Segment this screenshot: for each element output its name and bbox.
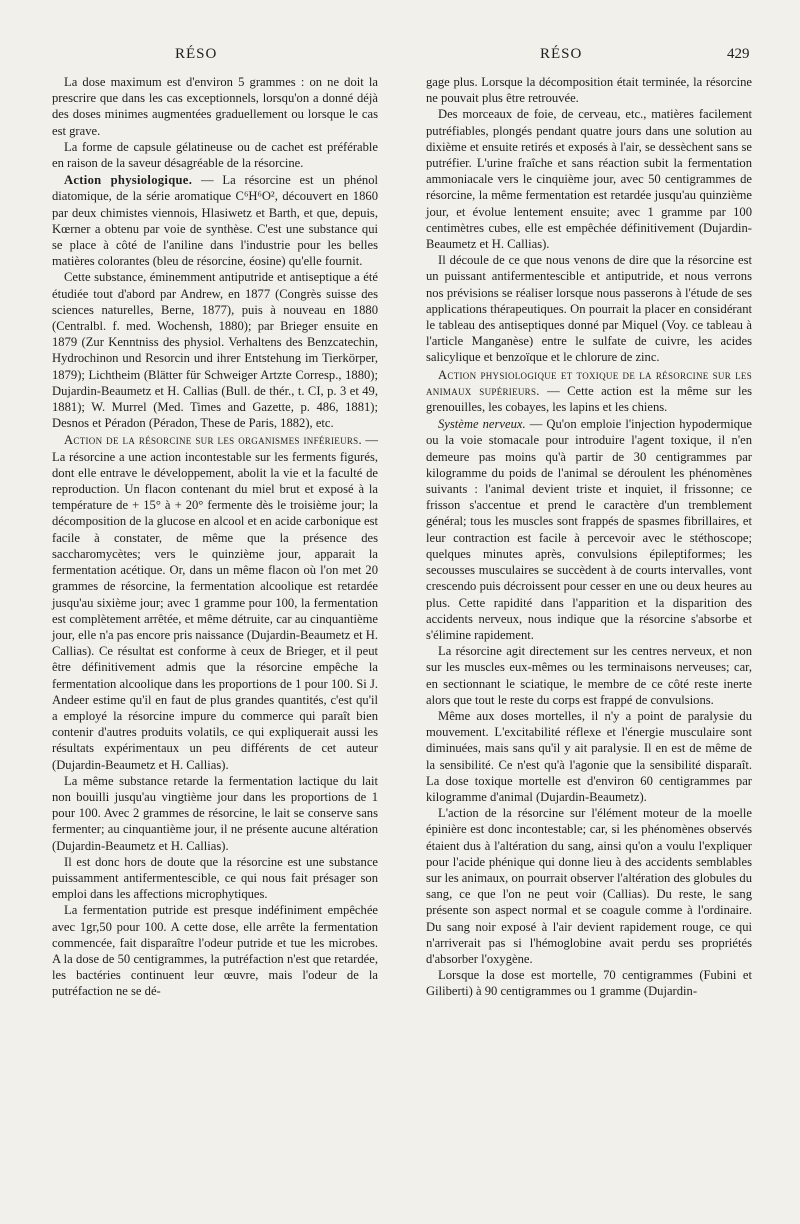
left-column xyxy=(52,74,378,1000)
paragraph: La forme de capsule gélatineuse ou de cachet est préférable en raison de la saveur désagréable de la résorcine. xyxy=(52,139,378,171)
paragraph: L'action de la résorcine sur l'élément moteur de la moelle épinière est donc incontestable; car, si les phénomènes observés étaient dus à l'altération du sang, ainsi qu'on a voulu l'expliquer pour l'acide phénique qui donne lieu à des accidents semblables sur les animaux, on pourrait observer l'altération des globules du sang, ce que l'on ne peut voir (Callias). Du reste, le sang présente son aspect normal et se coagule comme à l'ordinaire. Du sang noir exposé à l'air devient rapidement rouge, ce qui n'arriverait pas si l'hémoglobine avait perdu ses propriétés d'absorber l'oxygène. xyxy=(426,806,752,966)
right-column xyxy=(426,74,752,1000)
section-heading: Action physiologique. xyxy=(64,173,193,188)
left-running-head: RÉSO xyxy=(175,46,218,62)
paragraph: La résorcine agit directement sur les centres nerveux, et non sur les muscles eux-mêmes ou les terminaisons nerveuses; car, en sectionnant le sciatique, le membre de ce côté reste inerte alors que tout le reste du corps est frappé de convulsions. xyxy=(426,644,752,707)
paragraph: Il découle de ce que nous venons de dire que la résorcine est un puissant antifermentescible et antiputride, et nous verrons nos prévisions se réaliser lorsque nous passerons à l'étude de ses applications thérapeutiques. On pourrait la placer en considérant le tableau des antiseptiques donné par Miquel (Voy. ce tableau à l'article Manganèse) entre le sulfate de cuivre, les acides salicylique et benzoïque et le chlorure de zinc. xyxy=(426,253,752,365)
section-heading: Action de la résorcine sur les organismes inférieurs. xyxy=(64,433,362,448)
section-text: — La résorcine est un phénol diatomique, de la série aromatique C⁶H⁶O², découvert en 1860 par deux chimistes viennois, Hlasiwetz et Barth, et que, depuis, Kœrner a obtenu par voie de synthèse. C'est une substance qui se place à côté de l'aniline dans l'industrie pour les belles matières colorantes (bleu de résorcine, éosine) qu'elle fournit. xyxy=(52,173,379,269)
section-text: — La résorcine a une action incontestable sur les ferments figurés, dont elle entrave le développement, abolit la vie et la faculté de reproduction. Un flacon contenant du miel brut et exposé à la température de + 15° à + 20° fermente dès le troisième jour; la décomposition de la glucose en alcool et en acide carbonique est facile à constater, de même que la présence des saccharomycètes; vers le quinzième jour, apparait la fermentation acétique. Or, dans un même flacon où l'on met 20 grammes de résorcine, la fermentation alcoolique est retardée jusqu'au sixième jour; avec 1 gramme pour 100, la fermentation est complètement arrêtée, et même détruite, car au cinquantième jour, elle n'a pas encore pris naissance (Dujardin-Beaumetz et H. Callias). Ce résultat est conforme à ceux de Brieger, et il peut être définitivement admis que la résorcine empêche la fermentation alcoolique dans les proportions de 1 pour 100. Si J. Andeer estime qu'il en faut de plus grandes quantités, c'est qu'il a employé la résorcine impure du commerce qui paraît bien contenir d'autres produits volatils, ce qui expliquerait aussi les résultats expérimentaux un peu différents de cet auteur (Dujardin-Beaumetz et H. Callias). xyxy=(52,433,378,772)
paragraph: Il est donc hors de doute que la résorcine est une substance puissamment antifermentescible, ce qui nous fait présager son emploi dans les affections microphytiques. xyxy=(52,854,378,902)
paragraph: La fermentation putride est presque indéfiniment empêchée avec 1gr,50 pour 100. A cette dose, elle arrête la fermentation commencée, fait disparaître l'odeur putride et tue les microbes. A la dose de 50 centigrammes, la putréfaction n'est que retardée, les bactéries continuent leur œuvre, mais l'odeur de la putréfaction ne se dé- xyxy=(52,903,378,999)
section-paragraph xyxy=(52,172,378,269)
paragraph: Cette substance, éminemment antiputride et antiseptique a été étudiée tout d'abord par Andrew, en 1877 (Congrès suisse des sciences naturelles, Berne, 1877), puis à nouveau en 1880 (Centralbl. f. med. Wochensh, 1880); par Brieger ensuite en 1879 (Zur Kenntniss des physiol. Verhaltens des Benzcatechin, Hydrochinon und Resorcin und ihrer Entstehung im Tierkörper, 1879); Lichtheim (Blätter für Schweiger Artzte Corresp., 1880); Dujardin-Beaumetz et H. Callias (Bull. de thér., t. CI, p. 3 et 49, 1881); W. Murrel (Med. Times and Gazette, p. 486, 1881); Desnos et Péradon (Péradon, These de Paris, 1882), etc. xyxy=(52,270,378,431)
section-text: — Qu'on emploie l'injection hypodermique ou la voie stomacale pour introduire l'agent toxique, il n'en demeure pas moins qu'à partir de 30 centigrammes par kilogramme du poids de l'animal se déroulent les phénomènes suivants : l'animal devient triste et inquiet, il frissonne; ce frisson s'accentue et prend le caractère d'un tremblement général; tous les muscles sont frappés de spasmes fibrillaires, et leur contraction est facile à percevoir avec le stéthoscope; quelques minutes après, convulsions épileptiformes; les secousses musculaires se succèdent à de courts intervalles, vont crescendo puis décroissent pour cesser en une ou deux heures au plus. Cette rapidité dans l'apparition et la disparition des accidents nerveux, nous indique que la résorcine s'absorbe et s'élimine rapidement. xyxy=(426,417,752,642)
section-heading: Action physiologique et toxique de la résorcine sur les animaux supérieurs. xyxy=(426,367,752,398)
paragraph: Des morceaux de foie, de cerveau, etc., matières facilement putréfiables, plongés pendant quatre jours dans une solution au dixième et ensuite retirés et exposés à l'air, se dessèchent sans se putréfier. L'urine fraîche et sans réaction subit la fermentation ammoniacale vers le cinquième jour, avec 50 centigrammes de résorcine, la même fermentation est retardée jusqu'au quinzième jour, et évolue lentement ensuite; avec 1 gramme par 100 centimètres cubes, elle est empêchée définitivement (Dujardin-Beaumetz et H. Callias). xyxy=(426,107,752,252)
paragraph: gage plus. Lorsque la décomposition était terminée, la résorcine ne pouvait plus être retrouvée. xyxy=(426,75,752,106)
section-paragraph xyxy=(52,432,378,772)
section-paragraph xyxy=(426,416,752,643)
right-running-head: RÉSO xyxy=(540,46,583,62)
paragraph: Même aux doses mortelles, il n'y a point de paralysie du mouvement. L'excitabilité réflexe et l'énergie musculaire sont diminuées, mais sans qu'il y ait paralysie. Il en est de même de la sensibilité. Ce n'est qu'à l'agonie que la sensibilité disparaît. La dose toxique mortelle est d'environ 60 centigrammes par kilogramme d'animal (Dujardin-Beaumetz). xyxy=(426,708,752,804)
page-number: 429 xyxy=(727,46,750,62)
section-paragraph xyxy=(426,367,752,416)
paragraph: La même substance retarde la fermentation lactique du lait non bouilli jusqu'au vingtième jour dans les proportions de 1 pour 100. Avec 2 grammes de résorcine, le lait se conserve sans fermenter; au cinquantième jour, il ne présente aucune altération (Dujardin-Beaumetz et H. Callias). xyxy=(52,773,378,853)
paragraph: La dose maximum est d'environ 5 grammes : on ne doit la prescrire que dans les cas exceptionnels, lorsqu'on a donné déjà des doses minimes augmentées graduellement ou lorsque le cas est grave. xyxy=(52,75,378,138)
section-text: — Cette action est la même sur les grenouilles, les cobayes, les lapins et les chiens. xyxy=(426,383,752,415)
section-heading: Système nerveux. xyxy=(438,417,526,432)
paragraph: Lorsque la dose est mortelle, 70 centigrammes (Fubini et Giliberti) à 90 centigrammes ou 1 gramme (Dujardin- xyxy=(426,968,752,999)
